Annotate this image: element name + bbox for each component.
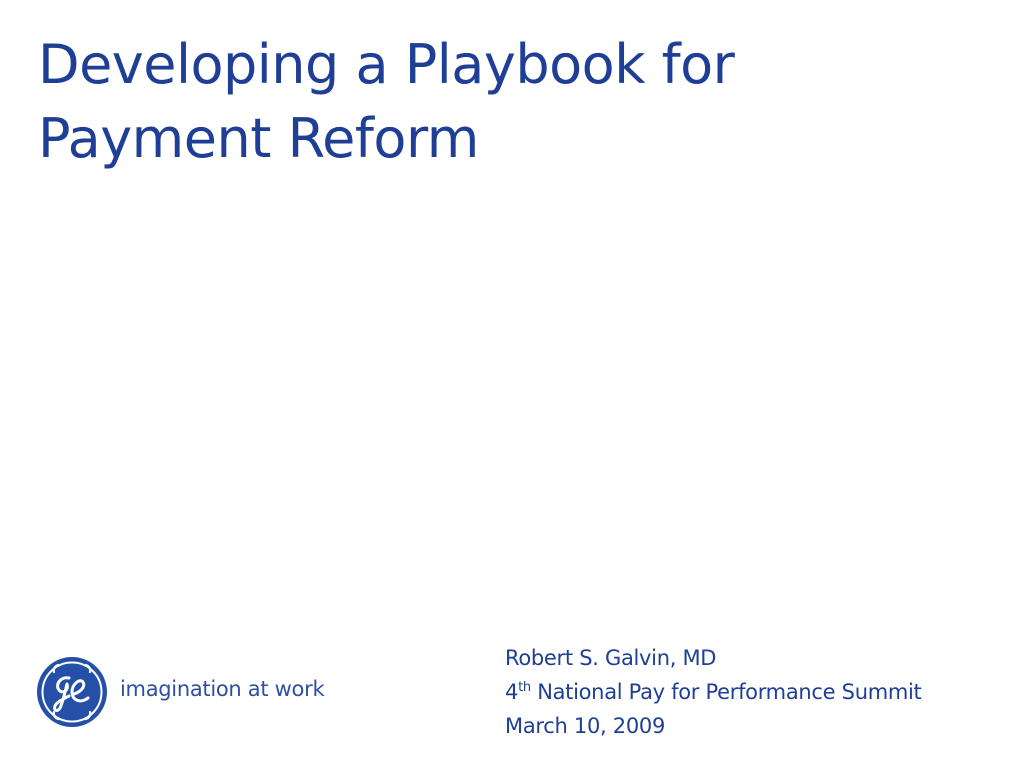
slide-title bbox=[38, 28, 978, 176]
event-ordinal-number: 4 bbox=[505, 680, 519, 704]
event-name-text: National Pay for Performance Summit bbox=[530, 680, 922, 704]
presenter-name: Robert S. Galvin, MD bbox=[505, 646, 717, 670]
ge-monogram-svg bbox=[36, 656, 108, 728]
presenter-block bbox=[505, 641, 1020, 743]
presentation-date: March 10, 2009 bbox=[505, 714, 666, 738]
slide-title-line-2: Payment Reform bbox=[38, 107, 479, 170]
slide-title-line-1: Developing a Playbook for bbox=[38, 33, 735, 96]
event-ordinal-suffix: th bbox=[518, 680, 531, 695]
ge-tagline: imagination at work bbox=[120, 677, 325, 701]
event-name bbox=[505, 675, 1020, 709]
ge-logo-icon bbox=[36, 656, 108, 728]
